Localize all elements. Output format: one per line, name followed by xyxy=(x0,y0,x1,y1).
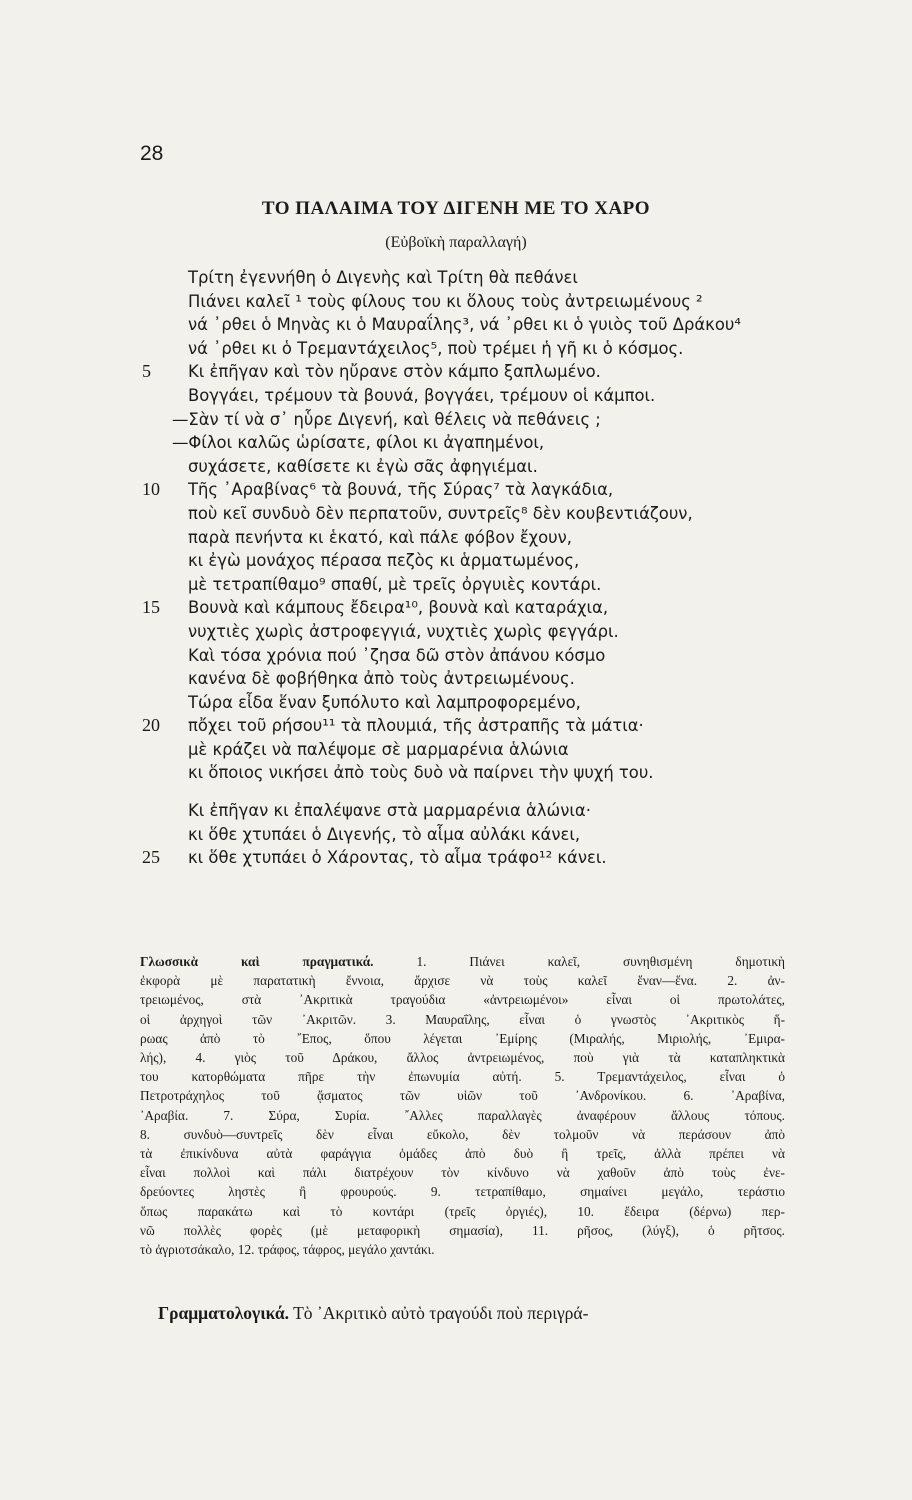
note-text: τρειωμένος, στὰ ᾽Ακριτικὰ τραγούδια «ἀντρειωμένοι» εἶναι οἱ πρωτολάτες, xyxy=(140,992,785,1008)
verse-line xyxy=(0,549,912,573)
note-line xyxy=(140,1125,785,1144)
note-line xyxy=(140,952,785,971)
verse-line xyxy=(0,846,912,870)
grammatology-text: Τὸ ᾽Ακριτικὸ αὐτὸ τραγούδι ποὺ περιγρά- xyxy=(293,1303,589,1323)
note-text: τὰ ἐπικίνδυνα αὐτὰ φαράγγια ὁμάδες ἀπὸ δυὸ ἢ τρεῖς, ἀλλὰ πρέπει νὰ xyxy=(140,1146,785,1162)
note-line xyxy=(140,1163,785,1182)
verse-text: Κι ἐπῆγαν καὶ τὸν ηὔρανε στὸν κάμπο ξαπλωμένο. xyxy=(188,362,601,382)
note-line xyxy=(140,1086,785,1105)
verse-line xyxy=(0,691,912,715)
verse-text: παρὰ πενήντα κι ἑκατό, καὶ πάλε φόβον ἔχουν, xyxy=(188,527,573,547)
note-line xyxy=(140,1048,785,1067)
verse-text: Κι ἐπῆγαν κι ἐπαλέψανε στὰ μαρμαρένια ἁλώνια· xyxy=(188,801,591,821)
verse-text: μὲ κράζει νὰ παλέψομε σὲ μαρμαρένια ἁλώνια xyxy=(188,739,569,759)
verse-text: Βουνὰ καὶ κάμπους ἔδειρα¹⁰, βουνὰ καὶ καταράχια, xyxy=(188,598,609,618)
verse-text: Καὶ τόσα χρόνια πού ᾽ζησα δῶ στὸν ἀπάνου κόσμο xyxy=(188,645,606,665)
verse-line xyxy=(0,620,912,644)
note-text: ὅπως παρακάτω καὶ τὸ κοντάρι (τρεῖς ὀργιές), 10. ἔδειρα (δέρνω) περ- xyxy=(140,1203,785,1219)
verse-line xyxy=(0,431,912,455)
note-text: δρεύοντες ληστὲς ἢ φρουρούς. 9. τετραπίθαμο, σημαίνει μεγάλο, τεράστιο xyxy=(140,1184,785,1200)
note-text: Πετροτράχηλος τοῦ ᾄσματος τῶν υἱῶν τοῦ ᾽Ανδρονίκου. 6. ᾽Αραβίνα, xyxy=(140,1088,785,1104)
verse-text: Τώρα εἶδα ἕναν ξυπόλυτο καὶ λαμπροφορεμένο, xyxy=(188,692,581,712)
note-line xyxy=(140,1202,785,1221)
verse-text: πὄχει τοῦ ρήσου¹¹ τὰ πλουμιά, τῆς ἀστραπῆς τὰ μάτια· xyxy=(188,716,644,736)
verse-line xyxy=(0,384,912,408)
note-line xyxy=(140,1144,785,1163)
note-text: του κατορθώματα πῆρε τὴν ἐπωνυμία αὐτή. 5. Τρεμαντάχειλος, εἶναι ὁ xyxy=(140,1069,785,1085)
verse-number: 15 xyxy=(142,597,160,618)
poem-subtitle: (Εὐβοϊκὴ παραλλαγή) xyxy=(385,234,527,251)
note-text: εἶναι πολλοὶ καὶ πάλι διατρέχουν τὸν κίνδυνο νὰ χαθοῦν ἀπὸ τοὺς ἐνε- xyxy=(140,1165,785,1181)
verse-line xyxy=(0,738,912,762)
poem xyxy=(0,266,912,870)
grammatology-paragraph xyxy=(158,1303,788,1324)
note-text: λής), 4. γιὸς τοῦ Δράκου, ἄλλος ἀντρειωμένος, ποὺ γιὰ τὰ καταπληκτικὰ xyxy=(140,1050,785,1066)
verse-text: —Φίλοι καλῶς ὡρίσατε, φίλοι κι ἀγαπημένοι, xyxy=(172,433,545,453)
verse-text: κι ὅποιος νικήσει ἀπὸ τοὺς δυὸ νὰ παίρνει τὴν ψυχή του. xyxy=(188,763,654,783)
verse-line xyxy=(0,360,912,384)
verse-text: νά ᾽ρθει ὁ Μηνὰς κι ὁ Μαυραΐλης³, νά ᾽ρθει κι ὁ γυιὸς τοῦ Δράκου⁴ xyxy=(188,315,741,335)
note-text: ἐκφορὰ μὲ παρατατικὴ ἔννοια, ἄρχισε νὰ τοὺς καλεῖ ἕναν—ἕνα. 2. ἀν- xyxy=(140,973,785,989)
verse-line xyxy=(0,266,912,290)
verse-text: Τρίτη ἐγεννήθη ὁ Διγενὴς καὶ Τρίτη θὰ πεθάνει xyxy=(188,268,578,287)
note-text: 1. Πιάνει καλεῖ, συνηθισμένη δημοτικὴ xyxy=(416,954,786,969)
verse-line xyxy=(0,823,912,847)
verse-text: κανένα δὲ φοβήθηκα ἀπὸ τοὺς ἀντρειωμένους. xyxy=(188,669,575,689)
stanza-gap xyxy=(0,785,912,799)
verse-text: νυχτιὲς χωρὶς ἀστροφεγγιά, νυχτιὲς χωρὶς φεγγάρι. xyxy=(188,621,619,641)
verse-text: Βογγάει, τρέμουν τὰ βουνά, βογγάει, τρέμουν οἱ κάμποι. xyxy=(188,385,656,405)
glossary-notes xyxy=(140,952,785,1259)
verse-number: 5 xyxy=(142,361,151,382)
verse-text: κι ὅθε χτυπάει ὁ Χάροντας, τὸ αἷμα τράφο¹² κάνει. xyxy=(188,848,607,868)
poem-title: ΤΟ ΠΑΛΑΙΜΑ ΤΟΥ ΔΙΓΕΝΗ ΜΕ ΤΟ ΧΑΡΟ xyxy=(261,198,651,219)
note-text: τὸ ἀγριοτσάκαλο, 12. τράφος, τάφρος, μεγάλο χαντάκι. xyxy=(140,1242,435,1258)
verse-line xyxy=(0,455,912,479)
verse-line xyxy=(0,799,912,823)
note-line xyxy=(140,1221,785,1240)
note-text: νῶ πολλὲς φορὲς (μὲ μεταφορικὴ σημασία), 11. ρῆσος, (λύγξ), ὁ ρῆτσος. xyxy=(140,1222,785,1238)
verse-line xyxy=(0,761,912,785)
grammatology-heading: Γραμματολογικά. xyxy=(158,1303,290,1323)
verse-number: 25 xyxy=(142,847,160,868)
verse-line xyxy=(0,502,912,526)
verse-line xyxy=(0,667,912,691)
note-text: ᾽Αραβία. 7. Σύρα, Συρία. ῎Αλλες παραλλαγὲς ἀναφέρουν ἄλλους τόπους. xyxy=(140,1107,785,1123)
note-text: οἱ ἀρχηγοὶ τῶν ᾽Ακριτῶν. 3. Μαυραΐλης, εἶναι ὁ γνωστὸς ᾽Ακριτικὸς ἥ- xyxy=(140,1011,785,1027)
note-line xyxy=(140,1010,785,1029)
page-number: 28 xyxy=(140,142,164,165)
verse-line xyxy=(0,714,912,738)
verse-number: 20 xyxy=(142,715,160,736)
verse-line xyxy=(0,644,912,668)
note-line xyxy=(140,1182,785,1201)
note-line xyxy=(140,1029,785,1048)
note-text: 8. συνδυὸ—συντρεῖς δὲν εἶναι εὔκολο, δὲν τολμοῦν νὰ περάσουν ἀπὸ xyxy=(140,1126,785,1142)
note-line xyxy=(140,990,785,1009)
verse-line xyxy=(0,478,912,502)
verse-text: μὲ τετραπίθαμο⁹ σπαθί, μὲ τρεῖς ὀργυιὲς κοντάρι. xyxy=(188,574,602,594)
verse-text: —Σὰν τί νὰ σ᾽ ηὗρε Διγενή, καὶ θέλεις νὰ πεθάνεις ; xyxy=(172,409,601,429)
verse-text: κι ἐγὼ μονάχος πέρασα πεζὸς κι ἁρματωμένος, xyxy=(188,551,580,571)
note-text: ρωας ἀπὸ τὸ ῎Επος, ὅπου λέγεται ᾽Εμίρης (Μιραλής, Μιριολής, ᾽Εμιρα- xyxy=(140,1030,785,1046)
verse-number: 10 xyxy=(142,479,160,500)
verse-text: Πιάνει καλεῖ ¹ τοὺς φίλους του κι ὅλους τοὺς ἀντρειωμένους ² xyxy=(188,291,703,311)
verse-line xyxy=(0,313,912,337)
verse-line xyxy=(0,290,912,314)
verse-text: Τῆς ᾽Αραβίνας⁶ τὰ βουνά, τῆς Σύρας⁷ τὰ λαγκάδια, xyxy=(188,480,614,500)
note-line xyxy=(140,1106,785,1125)
note-line xyxy=(140,1067,785,1086)
verse-text: νά ᾽ρθει κι ὁ Τρεμαντάχειλος⁵, ποὺ τρέμει ἡ γῆ κι ὁ κόσμος. xyxy=(188,338,684,358)
verse-line xyxy=(0,337,912,361)
verse-text: ποὺ κεῖ συνδυὸ δὲν περπατοῦν, συντρεῖς⁸ δὲν κουβεντιάζουν, xyxy=(188,503,693,523)
verse-text: συχάσετε, καθίσετε κι ἐγὼ σᾶς ἀφηγιέμαι. xyxy=(188,456,538,476)
verse-line xyxy=(0,526,912,550)
notes-heading: Γλωσσικὰ καὶ πραγματικά. xyxy=(140,954,374,969)
verse-line xyxy=(0,573,912,597)
verse-line xyxy=(0,408,912,432)
verse-line xyxy=(0,596,912,620)
verse-text: κι ὅθε χτυπάει ὁ Διγενής, τὸ αἷμα αὐλάκι κάνει, xyxy=(188,824,581,844)
note-line xyxy=(140,1240,785,1259)
note-line xyxy=(140,971,785,990)
